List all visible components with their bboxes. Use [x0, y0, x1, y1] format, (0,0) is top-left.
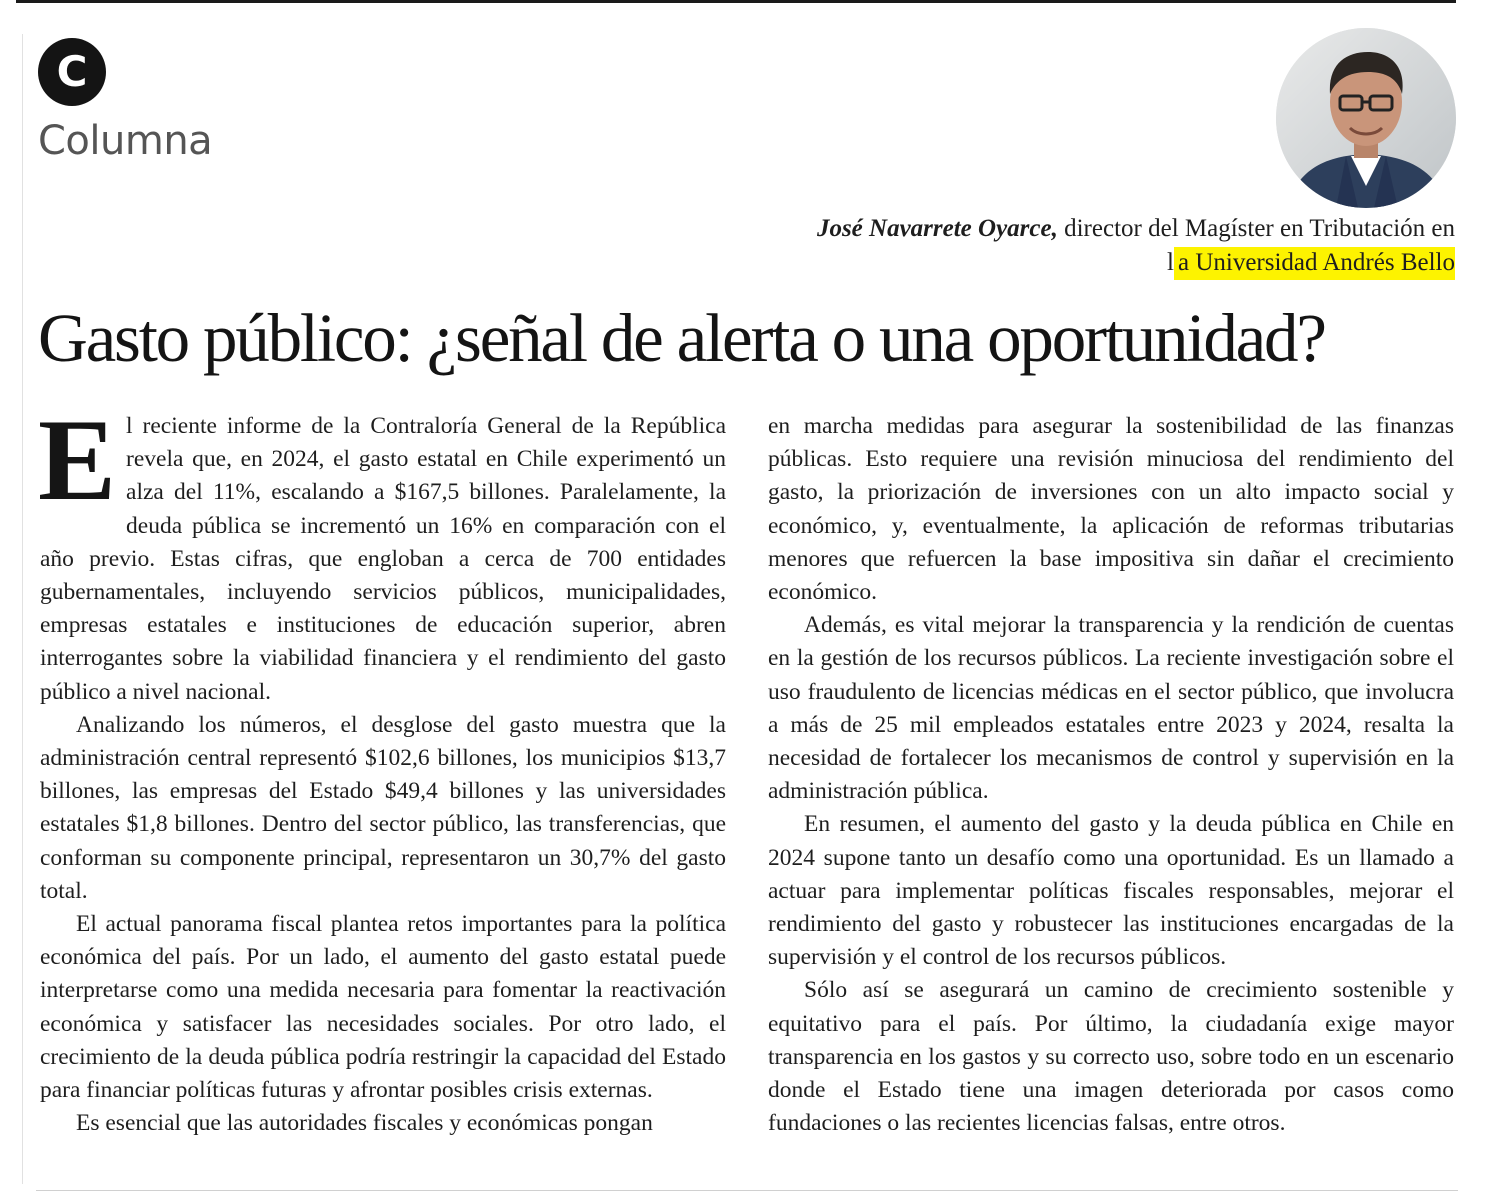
author-name: José Navarrete Oyarce, [816, 215, 1058, 242]
article-paragraph: Además, es vital mejorar la transparencia y la rendición de cuentas en la gestión de los recursos públicos. La reciente investigación sobre el uso fraudulento de licencias médicas en el sector público, que involucra a más de 25 mil empleados estatales entre 2023 y 2024, resalta la necesidad de fortalecer los mecanismos de control y supervisión en la administración pública. [768, 612, 1454, 805]
author-portrait-illustration [1276, 28, 1456, 208]
paragraph-text: l reciente informe de la Contraloría General de la República revela que, en 2024, el gasto estatal en Chile experimentó un alza del 11%, escalando a $167,5 billones. Paralelamente, la deuda pública se incrementó un 16% en comparación con el año previo. Estas cifras, que engloban a cerca de 700 entidades gubernamentales, incluyendo servicios públicos, municipalidades, empresas estatales e instituciones de educación superior, abren interrogantes sobre la viabilidad financiera y el rendimiento del gasto público a nivel nacional. [40, 413, 726, 705]
institution-highlight: a Universidad Andrés Bello [1174, 247, 1455, 280]
left-margin-rule [22, 34, 23, 1184]
section-label: Columna [38, 118, 213, 164]
article-paragraph: En resumen, el aumento del gasto y la deuda pública en Chile en 2024 supone tanto un desafío como una oportunidad. Es un llamado a actuar para implementar políticas fiscales responsables, mejorar el rendimiento del gasto y robustecer las instituciones encargadas de la supervisión y el control de los recursos públicos. [768, 811, 1454, 971]
article-paragraph: Analizando los números, el desglose del gasto muestra que la administración central representó $102,6 billones, los municipios $13,7 billones, las empresas del Estado $49,4 billones y las universidades estatales $1,8 billones. Dentro del sector público, las transferencias, que conforman su componente principal, representaron un 30,7% del gasto total. [40, 711, 726, 904]
article-paragraph: en marcha medidas para asegurar la sostenibilidad de las finanzas públicas. Esto requiere una revisión minuciosa del rendimiento del gasto, la priorización de inversiones con un alto impacto social y económico, y, eventualmente, la aplicación de reformas tributarias menores que refuercen la base impositiva sin dañar el crecimiento económico. [768, 413, 1454, 606]
article-paragraph: El actual panorama fiscal plantea retos importantes para la política económica del país. Por un lado, el aumento del gasto estatal puede interpretarse como una medida necesaria para fomentar la reactivación económica y satisfacer las necesidades sociales. Por otro lado, el crecimiento de la deuda pública podría restringir la capacidad del Estado para financiar políticas futuras y afrontar posibles crisis externas. [40, 911, 726, 1104]
article-column-left [38, 396, 726, 1140]
bottom-rule [36, 1190, 1458, 1191]
headline: Gasto público: ¿señal de alerta o una oportunidad? [38, 300, 1325, 376]
article-column-right [768, 410, 1454, 1140]
author-byline [815, 212, 1455, 280]
drop-cap: E [38, 396, 117, 525]
section-badge: C [38, 38, 106, 106]
article-paragraph [38, 396, 726, 709]
article-paragraph: Es esencial que las autoridades fiscales y económicas pongan [76, 1110, 653, 1137]
author-photo [1276, 28, 1456, 208]
article-paragraph: Sólo así se asegurará un camino de crecimiento sostenible y equitativo para el país. Por último, la ciudadanía exige mayor transparencia en los gastos y su correcto uso, sobre todo en un escenario donde el Estado tiene una imagen deteriorada por casos como fundaciones o las recientes licencias falsas, entre otros. [768, 977, 1454, 1137]
author-role: director del Magíster en Tributación en l [1057, 215, 1455, 276]
top-rule [16, 0, 1456, 3]
